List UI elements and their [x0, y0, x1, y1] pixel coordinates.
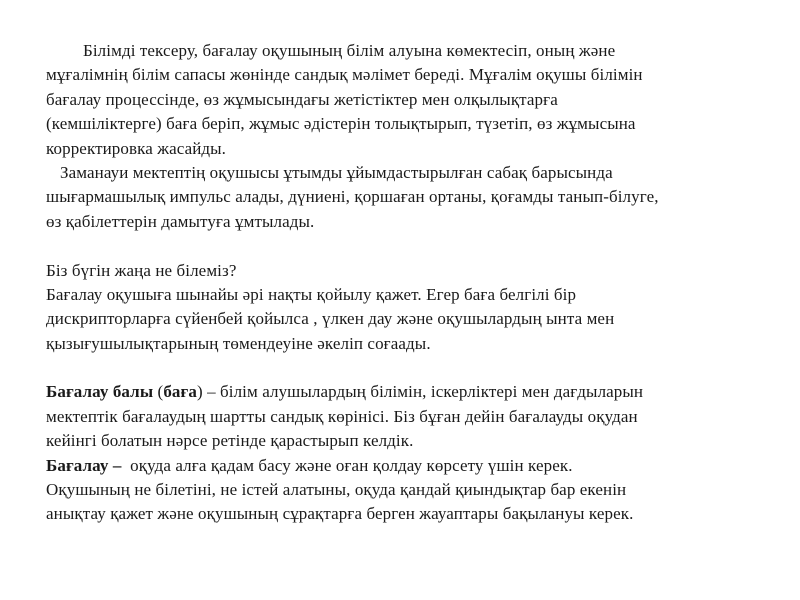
paragraph2-line: шығармашылық импульс алады, дүниені, қоршаған ортаны, қоғамды танып-білуге,: [46, 187, 659, 207]
paragraph1-line: (кемшіліктерге) баға беріп, жұмыс әдістерін толықтырып, түзетіп, өз жұмысына: [46, 114, 636, 134]
term-bagalau-baly: Бағалау балы: [46, 382, 154, 402]
paragraph4-line1-rest: ) – білім алушылардың білімін, іскерліктері мен дағдыларын: [196, 382, 644, 402]
paragraph4-line: мектептік бағалаудың шартты сандық көрінісі. Біз бұған дейін бағалауды оқудан: [46, 406, 638, 426]
spacer: [46, 234, 776, 258]
paragraph1-line: корректировка жасайды.: [46, 138, 227, 158]
paragraph1-line: Білімді тексеру, бағалау оқушының білім алуына көмектесіп, оның және: [83, 41, 616, 60]
term-bagalau: Бағалау –: [46, 455, 122, 475]
paragraph3-line: дискрипторларға сүйенбей қойылса , үлкен дау және оқушылардың ынта мен: [46, 309, 615, 329]
text-body: [46, 39, 776, 527]
paragraph5-line1-rest: оқуда алға қадам басу және оған қолдау көрсету үшін керек.: [121, 455, 573, 475]
paragraph2-line: Заманауи мектептің оқушысы ұтымды ұйымдастырылған сабақ барысында: [60, 162, 613, 182]
paragraph4-line: кейінгі болатын нәрсе ретінде қарастырып келдік.: [46, 431, 414, 451]
paragraph5-line: анықтау қажет және оқушының сұрақтарға берген жауаптары бақылануы керек.: [46, 504, 634, 524]
paragraph2-line: өз қабілеттерін дамытуға ұмтылады.: [46, 211, 315, 231]
paragraph5-line: Оқушының не білетіні, не істей алатыны, оқуда қандай қиындықтар бар екенін: [46, 480, 627, 500]
paragraph5-first-line: [46, 454, 776, 478]
paragraph3-line: қызығушылықтарының төмендеуіне әкеліп соғаады.: [46, 333, 431, 353]
open-paren: (: [153, 382, 164, 402]
term-baga: баға: [163, 382, 197, 402]
paragraph1-line: бағалау процессінде, өз жұмысындағы жетістіктер мен олқылықтарға: [46, 89, 558, 109]
spacer: [46, 356, 776, 380]
question-heading: Біз бүгін жаңа не білеміз?: [46, 260, 237, 280]
paragraph4-first-line: [46, 380, 776, 404]
paragraph1-line: мұғалімнің білім сапасы жөнінде сандық мәлімет береді. Мұғалім оқушы білімін: [46, 65, 643, 85]
paragraph3-line: Бағалау оқушыға шынайы әрі нақты қойылу қажет. Егер баға белгілі бір: [46, 284, 577, 304]
